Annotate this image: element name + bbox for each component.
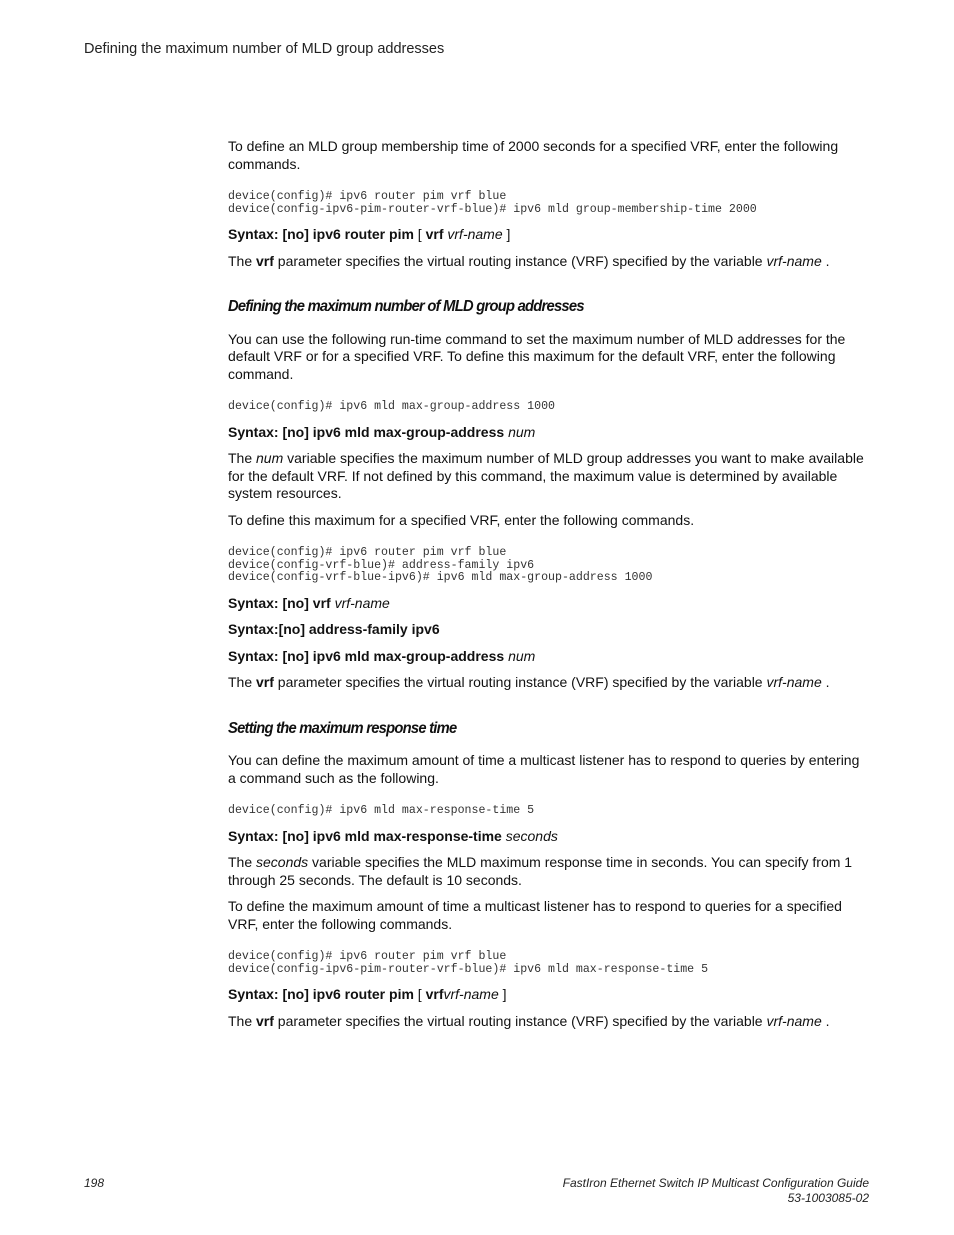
code-block: device(config)# ipv6 router pim vrf blue device(config-ipv6-pim-router-vrf-blue)# ipv6 mld max-response-time 5 bbox=[228, 950, 709, 976]
footer-info bbox=[563, 1176, 869, 1206]
section-heading: Setting the maximum response time bbox=[228, 719, 457, 737]
paragraph: You can define the maximum amount of time a multicast listener has to respond to queries by entering a command such as the following. bbox=[228, 752, 860, 786]
running-header: Defining the maximum number of MLD group addresses bbox=[84, 41, 445, 57]
code-block: device(config)# ipv6 router pim vrf blue device(config-ipv6-pim-router-vrf-blue)# ipv6 mld group-membership-time 2000 bbox=[228, 190, 757, 216]
syntax-line: Syntax: [no] ipv6 router pim [ vrf vrf-name ] bbox=[228, 226, 511, 242]
paragraph: The vrf parameter specifies the virtual routing instance (VRF) specified by the variable vrf-name . bbox=[228, 674, 830, 690]
syntax-line: Syntax: [no] ipv6 router pim [ vrfvrf-name ] bbox=[228, 986, 507, 1002]
page-content bbox=[228, 138, 868, 1039]
paragraph: To define this maximum for a specified VRF, enter the following commands. bbox=[228, 511, 695, 528]
paragraph: The vrf parameter specifies the virtual routing instance (VRF) specified by the variable vrf-name . bbox=[228, 252, 830, 269]
paragraph: To define an MLD group membership time of 2000 seconds for a specified VRF, enter the following commands. bbox=[228, 138, 839, 172]
paragraph: The num variable specifies the maximum number of MLD group addresses you want to make available for the default VRF. If not defined by this command, the maximum value is determined by available system resources. bbox=[228, 450, 864, 501]
syntax-line: Syntax:[no] address-family ipv6 bbox=[228, 621, 440, 637]
doc-number: 53-1003085-02 bbox=[787, 1191, 869, 1205]
page-number: 198 bbox=[84, 1176, 105, 1190]
paragraph: The vrf parameter specifies the virtual routing instance (VRF) specified by the variable vrf-name . bbox=[228, 1012, 830, 1029]
syntax-line: Syntax: [no] ipv6 mld max-response-time seconds bbox=[228, 827, 558, 844]
code-block: device(config)# ipv6 mld max-response-time 5 bbox=[228, 804, 535, 817]
section-heading: Defining the maximum number of MLD group addresses bbox=[228, 298, 584, 315]
syntax-line: Syntax: [no] ipv6 mld max-group-address num bbox=[228, 423, 536, 440]
code-block: device(config)# ipv6 router pim vrf blue device(config-vrf-blue)# address-family ipv6 device(config-vrf-blue-ipv6)# ipv6 mld max-group-address 1000 bbox=[228, 546, 653, 584]
syntax-line: Syntax: [no] vrf vrf-name bbox=[228, 594, 390, 611]
code-block: device(config)# ipv6 mld max-group-address 1000 bbox=[228, 400, 555, 413]
paragraph: You can use the following run-time command to set the maximum number of MLD addresses for the default VRF or for a specified VRF. To define this maximum for the default VRF, enter the following command. bbox=[228, 330, 846, 382]
guide-title: FastIron Ethernet Switch IP Multicast Configuration Guide bbox=[562, 1176, 869, 1190]
syntax-line: Syntax: [no] ipv6 mld max-group-address num bbox=[228, 647, 536, 664]
paragraph: The seconds variable specifies the MLD maximum response time in seconds. You can specify from 1 through 25 seconds. The default is 10 seconds. bbox=[228, 854, 853, 888]
paragraph: To define the maximum amount of time a multicast listener has to respond to queries for a specified VRF, enter the following commands. bbox=[228, 898, 842, 932]
